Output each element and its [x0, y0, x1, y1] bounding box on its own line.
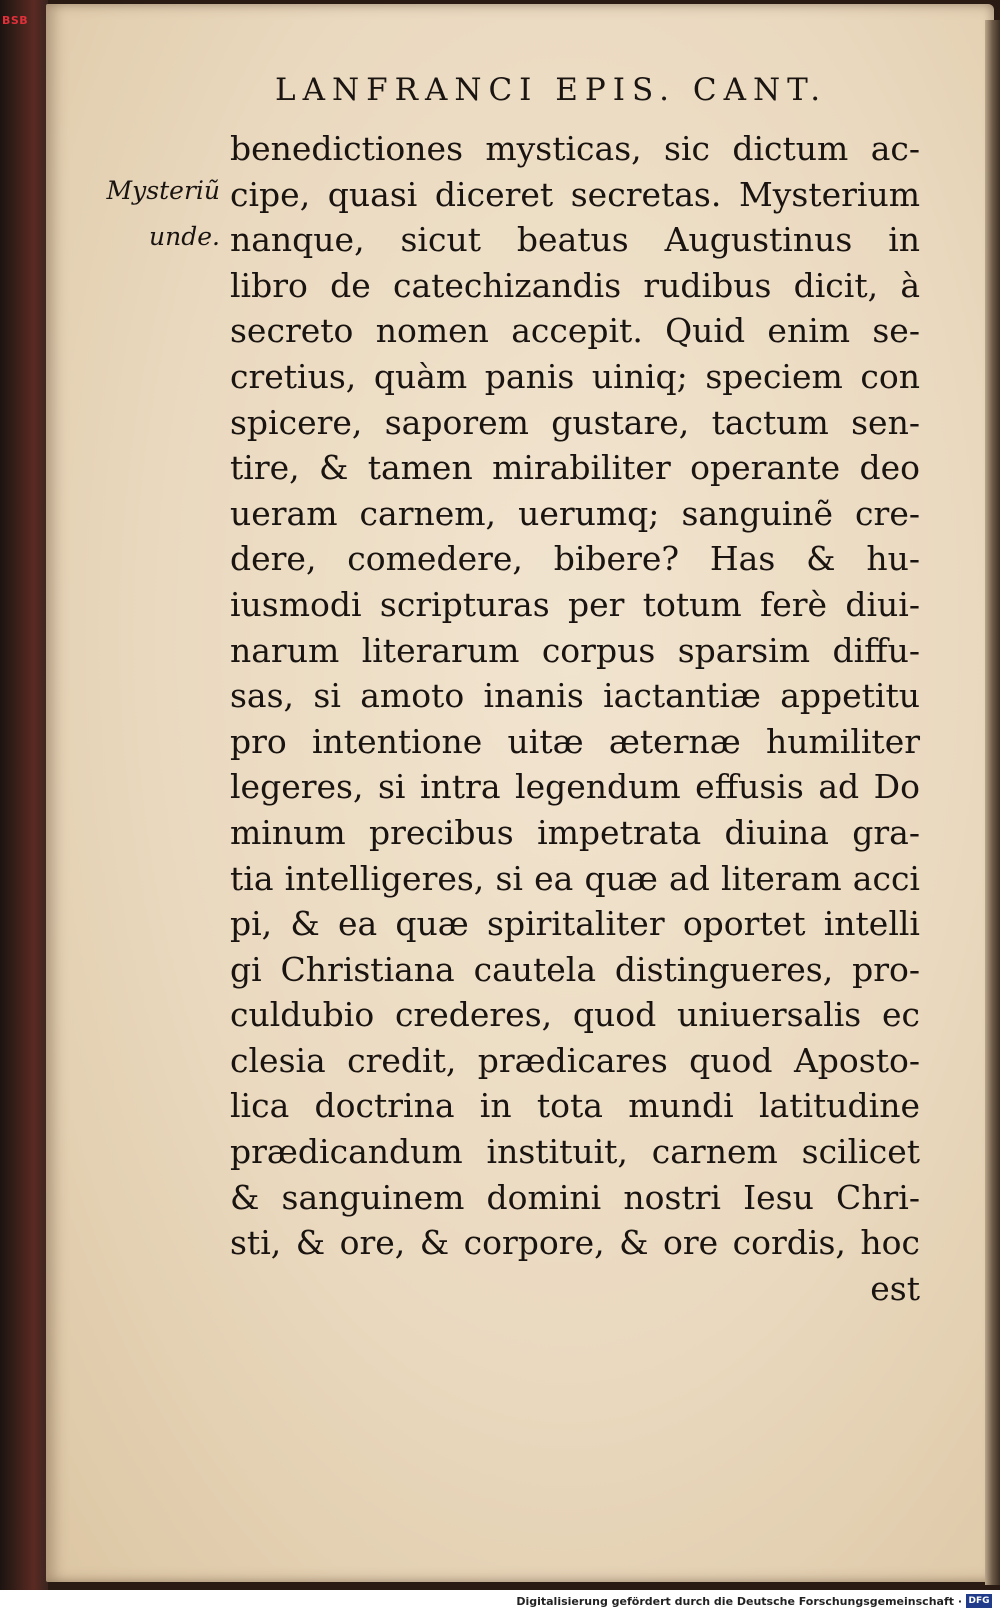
dfg-logo: DFG	[966, 1594, 992, 1608]
marginal-note-1: Mysteriũ	[106, 176, 220, 205]
text-line: tia intelligeres, si ea quæ ad literam acci	[230, 858, 920, 898]
text-line: dere, comedere, bibere? Has & hu-	[230, 539, 920, 579]
marginal-note-2: unde.	[149, 222, 220, 251]
text-line: narum literarum corpus sparsim diffu-	[230, 630, 920, 670]
text-line: legeres, si intra legendum effusis ad Do	[230, 767, 920, 807]
text-line: prædicandum instituit, carnem scilicet	[230, 1132, 920, 1172]
text-line: benedictiones mysticas, sic dictum ac-	[230, 129, 920, 168]
text-line: pi, & ea quæ spiritaliter oportet intelli	[230, 904, 920, 944]
book-spine	[0, 0, 48, 1590]
text-line: sti, & ore, & corpore, & ore cordis, hoc	[230, 1223, 920, 1263]
text-line: clesia credit, prædicares quod Aposto-	[230, 1040, 920, 1080]
text-line: secreto nomen accepit. Quid enim se-	[230, 311, 920, 351]
digitization-credit: Digitalisierung gefördert durch die Deutsche Forschungsgemeinschaft ·	[516, 1595, 962, 1608]
page-edge	[985, 20, 1000, 1585]
text-line: cipe, quasi diceret secretas. Mysterium	[230, 174, 920, 214]
text-line: tire, & tamen mirabiliter operante deo	[230, 448, 920, 488]
text-line: culdubio crederes, quod uniuersalis ec	[230, 995, 920, 1035]
running-head: LANFRANCI EPIS. CANT.	[275, 72, 828, 108]
text-line: spicere, saporem gustare, tactum sen-	[230, 402, 920, 442]
text-line: minum precibus impetrata diuina gra-	[230, 812, 920, 852]
text-line: & sanguinem domini nostri Iesu Chri-	[230, 1177, 920, 1217]
library-watermark: BSB	[2, 14, 29, 27]
text-line: cretius, quàm panis uiniq; speciem con	[230, 356, 920, 396]
text-line: pro intentione uitæ æternæ humiliter	[230, 721, 920, 761]
text-line: gi Christiana cautela distingueres, pro-	[230, 949, 920, 989]
text-line: sas, si amoto inanis iactantiæ appetitu	[230, 676, 920, 716]
text-line: nanque, sicut beatus Augustinus in	[230, 220, 920, 260]
text-line: lica doctrina in tota mundi latitudine	[230, 1086, 920, 1126]
catchword: est	[870, 1268, 920, 1308]
body-text	[230, 126, 920, 1311]
text-line: iusmodi scripturas per totum ferè diui-	[230, 584, 920, 624]
text-line: libro de catechizandis rudibus dicit, à	[230, 265, 920, 305]
text-line: ueram carnem, uerumq; sanguinẽ cre-	[230, 493, 920, 533]
